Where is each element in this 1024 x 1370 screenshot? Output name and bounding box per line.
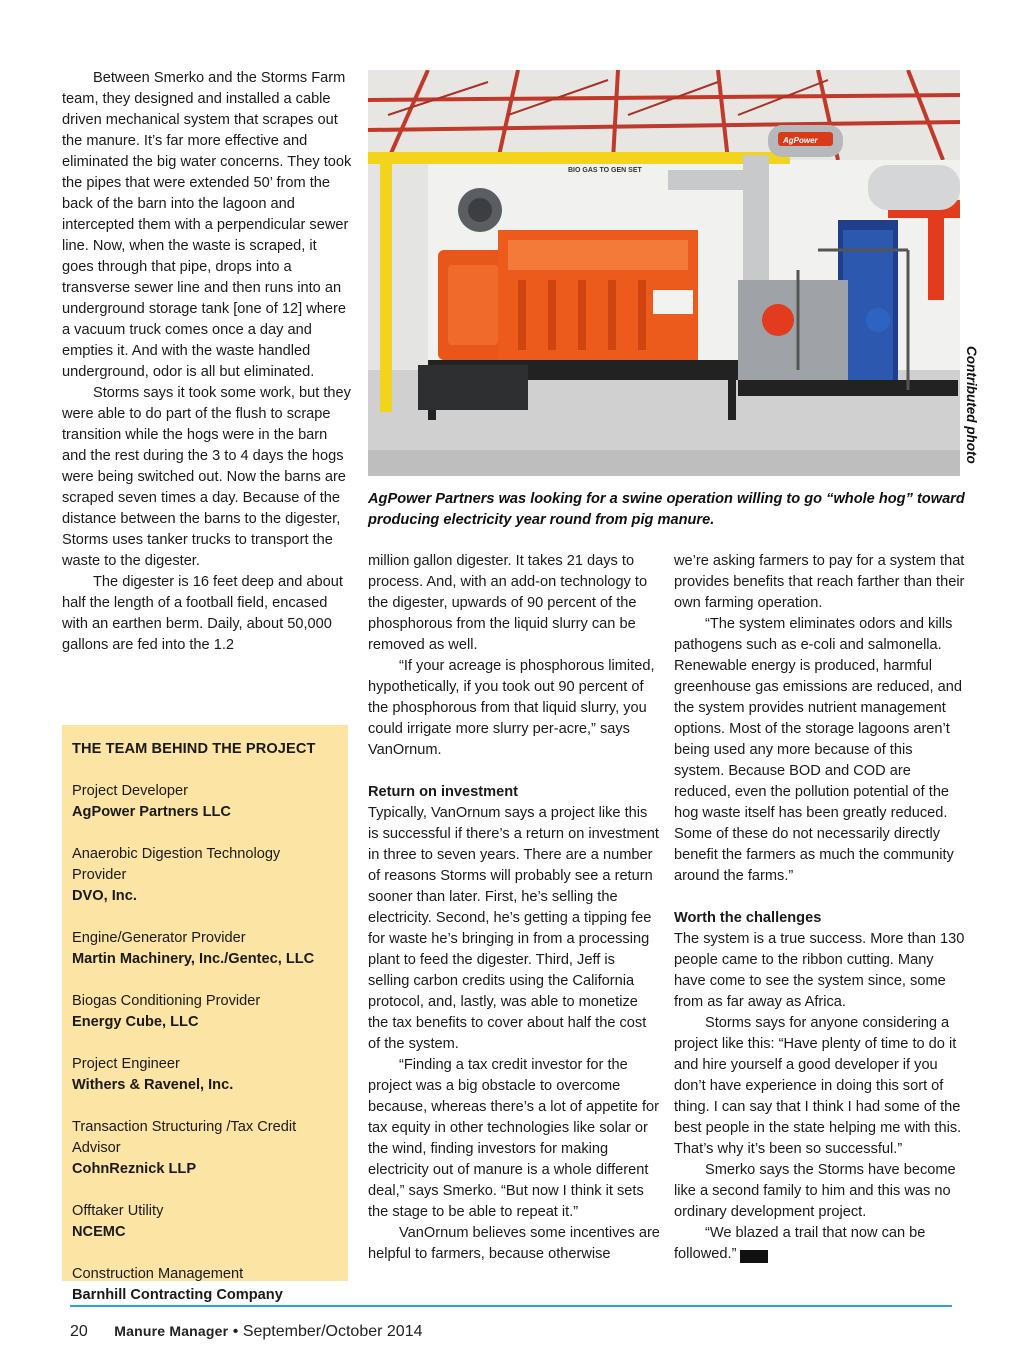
- section-heading: Worth the challenges: [674, 910, 822, 926]
- team-role: Offtaker Utility: [72, 1203, 164, 1219]
- team-company: Martin Machinery, Inc./Gentec, LLC: [72, 951, 315, 967]
- team-entry: [72, 844, 338, 907]
- paragraph: The digester is 16 feet deep and about half the length of a football field, encased with an earthen berm. Daily, about 50,000 gallons are fed into the 1.2: [62, 574, 343, 653]
- article-column-2: [368, 551, 660, 1265]
- article-column-3: [674, 551, 966, 1265]
- team-company: CohnReznick LLP: [72, 1161, 197, 1177]
- paragraph: Between Smerko and the Storms Farm team, they designed and installed a cable driven mechanical system that scrapes out the manure. It’s far more effective and eliminated the big water concerns. They took the pipes that were extended 50’ from the back of the barn into the lagoon and intercepted them with a perpendicular sewer line. Now, when the waste is scraped, it goes through that pipe, drops into a transverse sewer line and then runs into an underground storage tank [one of 12] where a vacuum truck comes once a day and empties it. And with the waste handled underground, odor is all but eliminated.: [62, 70, 352, 380]
- team-entry: [72, 991, 338, 1033]
- article-column-1: [62, 68, 352, 656]
- team-role: Project Developer: [72, 783, 188, 799]
- photo-credit: [961, 346, 981, 478]
- end-mark-logo: MM: [740, 1250, 768, 1263]
- paragraph: [674, 1223, 966, 1265]
- team-entry: [72, 781, 338, 823]
- page-number: 20: [70, 1323, 88, 1340]
- paragraph: “Finding a tax credit investor for the project was a big obstacle to overcome because, whereas there’s a lot of appetite for tax equity in other technologies like solar or the wind, finding investors for making electricity out of manure is a whole different deal,” says Smerko. “But now I think it sets the stage to be able to repeat it.”: [368, 1057, 659, 1220]
- team-role: Transaction Structuring /Tax Credit Advisor: [72, 1119, 297, 1156]
- closing-quote: “We blazed a trail that now can be followed.”: [674, 1225, 926, 1262]
- footer-rule: [70, 1305, 952, 1307]
- paragraph: “If your acreage is phosphorous limited, hypothetically, if you took out 90 percent of the phosphorous from that liquid slurry, you could irrigate more slurry per-acre,” says VanOrnum.: [368, 658, 655, 758]
- team-entry: [72, 1117, 338, 1180]
- team-entry: [72, 928, 338, 970]
- sidebar-title: THE TEAM BEHIND THE PROJECT: [72, 741, 316, 757]
- team-role: Project Engineer: [72, 1056, 180, 1072]
- generator-photo: [368, 70, 960, 476]
- team-entry: [72, 1054, 338, 1096]
- photo-credit-text: Contributed photo: [964, 346, 979, 464]
- team-entry: [72, 1201, 338, 1243]
- section-heading: Return on investment: [368, 784, 519, 800]
- team-entry: [72, 1264, 338, 1306]
- team-company: DVO, Inc.: [72, 888, 137, 904]
- paragraph: Typically, VanOrnum says a project like this is successful if there’s a return on investment in three to seven years. There are a number of reasons Storms will probably see a return sooner than later. First, he’s selling the electricity. Second, he’s getting a tipping fee for waste he’s bringing in from a processing plant to feed the digester. Third, Jeff is selling carbon credits using the California protocol, and, lastly, was able to monetize the tax benefits to cover about half the cost of the system.: [368, 805, 659, 1052]
- paragraph: “The system eliminates odors and kills pathogens such as e-coli and salmonella. Renewable energy is produced, harmful greenhouse gas emissions are reduced, and the system provides nutrient management options. Most of the storage lagoons aren’t being used any more because of this system. Because BOD and COD are reduced, even the pollution potential of the hog waste itself has been greatly reduced. Some of these do not necessarily directly benefit the farmers as much the community around the farms.”: [674, 616, 963, 884]
- footer-separator: •: [232, 1323, 239, 1340]
- paragraph: Storms says for anyone considering a project like this: “Have plenty of time to do it and hire yourself a good developer if you don’t have experience in doing this sort of thing. I can say that I think I had some of the best people in the state helping me with this. That’s why it’s been so successful.”: [674, 1015, 962, 1157]
- paragraph: Smerko says the Storms have become like a second family to him and this was no ordinary development project.: [674, 1162, 956, 1220]
- team-company: NCEMC: [72, 1224, 126, 1240]
- magazine-name: Manure Manager: [114, 1323, 229, 1339]
- page-footer: [70, 1320, 423, 1343]
- team-company: Energy Cube, LLC: [72, 1014, 199, 1030]
- team-company: Withers & Ravenel, Inc.: [72, 1077, 234, 1093]
- photo-caption: AgPower Partners was looking for a swine operation willing to go “whole hog” toward producing electricity year round from pig manure.: [368, 491, 965, 528]
- paragraph: VanOrnum believes some incentives are helpful to farmers, because otherwise: [368, 1225, 660, 1262]
- issue-date: September/October 2014: [242, 1323, 423, 1340]
- team-company: AgPower Partners LLC: [72, 804, 231, 820]
- pipe-label: BIO GAS TO GEN SET: [568, 167, 642, 174]
- team-role: Engine/Generator Provider: [72, 930, 246, 946]
- tank-label: AgPower: [783, 136, 818, 145]
- team-role: Biogas Conditioning Provider: [72, 993, 261, 1009]
- team-role: Anaerobic Digestion Technology Provider: [72, 846, 281, 883]
- paragraph: we’re asking farmers to pay for a system that provides benefits that reach farther than their own farming operation.: [674, 553, 965, 611]
- paragraph: The system is a true success. More than 130 people came to the ribbon cutting. Many have come to see the system since, some from as far away as Africa.: [674, 931, 965, 1010]
- team-company: Barnhill Contracting Company: [72, 1287, 283, 1303]
- paragraph: Storms says it took some work, but they were able to do part of the flush to scrape transition while the hogs were in the barn and the rest during the 3 to 4 days the hogs were being switched out. Now the barns are scraped seven times a day. Because of the distance between the barns to the digester, Storms uses tanker trucks to transport the waste to the digester.: [62, 385, 351, 569]
- team-role: Construction Management: [72, 1266, 244, 1282]
- team-sidebar: [62, 725, 348, 1303]
- paragraph: million gallon digester. It takes 21 days to process. And, with an add-on technology to the digester, upwards of 90 percent of the phosphorous from the liquid slurry can be removed as well.: [368, 553, 648, 653]
